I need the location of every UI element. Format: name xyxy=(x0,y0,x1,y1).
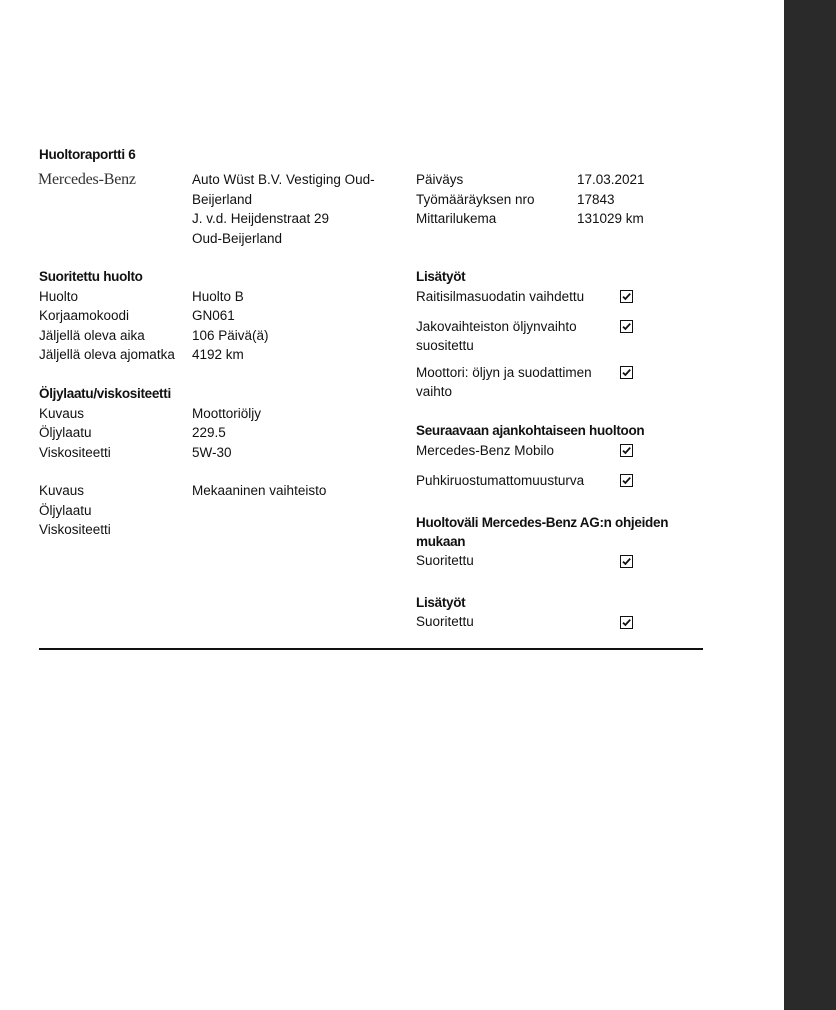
oil-heading: Öljylaatu/viskositeetti xyxy=(39,386,171,401)
interval-heading: Huoltoväli Mercedes-Benz AG:n ohjeiden xyxy=(416,514,669,530)
oil-value: 229.5 xyxy=(192,425,226,440)
work-order-value: 17843 xyxy=(577,191,615,207)
next-service-heading: Seuraavaan ajankohtaiseen huoltoon xyxy=(416,423,645,438)
work-order-label: Työmääräyksen nro xyxy=(416,191,535,207)
checkbox-checked[interactable] xyxy=(620,320,633,333)
service-label: Jäljellä oleva aika xyxy=(39,327,145,343)
service-heading: Suoritettu huolto xyxy=(39,269,143,284)
checkbox-checked[interactable] xyxy=(620,555,633,568)
interval-heading: mukaan xyxy=(416,534,466,549)
date-label: Päiväys xyxy=(416,172,464,187)
check-icon xyxy=(621,556,632,567)
additional-item-label: Raitisilmasuodatin vaihdettu xyxy=(416,288,585,304)
oil-value: 5W-30 xyxy=(192,444,232,460)
additional2-heading: Lisätyöt xyxy=(416,595,466,610)
next-service-item-label: Puhkiruostumattomuusturva xyxy=(416,472,585,488)
check-icon xyxy=(621,475,632,486)
checkbox-checked[interactable] xyxy=(620,474,633,487)
check-icon xyxy=(621,617,632,628)
oil-value: Moottoriöljy xyxy=(192,405,262,421)
additional-item-label: Moottori: öljyn ja suodattimen xyxy=(416,364,592,380)
odometer-label: Mittarilukema xyxy=(416,211,497,226)
service-label: Jäljellä oleva ajomatka xyxy=(39,347,175,362)
additional-item-label: suositettu xyxy=(416,338,474,353)
check-icon xyxy=(621,445,632,456)
dealer-line: Auto Wüst B.V. Vestiging Oud- xyxy=(192,172,375,187)
service-label: Korjaamokoodi xyxy=(39,308,130,323)
service-value: 4192 km xyxy=(192,347,244,362)
dealer-line: Beijerland xyxy=(192,191,253,207)
check-icon xyxy=(621,321,632,332)
interval-item-label: Suoritettu xyxy=(416,553,474,568)
oil-label: Öljylaatu xyxy=(39,425,92,440)
oil-label: Viskositeetti xyxy=(39,522,111,537)
checkbox-checked[interactable] xyxy=(620,366,633,379)
viewer-side-panel xyxy=(784,0,836,1010)
dealer-line: J. v.d. Heijdenstraat 29 xyxy=(192,211,330,226)
brand-logo-wordmark: Mercedes-Benz xyxy=(38,171,136,188)
oil-label: Viskositeetti xyxy=(39,444,111,460)
check-icon xyxy=(621,367,632,378)
report-title: Huoltoraportti 6 xyxy=(39,147,136,162)
additional-item-label: Jakovaihteiston öljynvaihto xyxy=(416,318,577,334)
next-service-item-label: Mercedes-Benz Mobilo xyxy=(416,442,555,458)
check-icon xyxy=(621,291,632,302)
additional-heading: Lisätyöt xyxy=(416,269,466,284)
service-label: Huolto xyxy=(39,288,79,304)
additional-item-label: vaihto xyxy=(416,384,453,399)
oil-label: Kuvaus xyxy=(39,483,85,498)
oil-value: Mekaaninen vaihteisto xyxy=(192,483,327,498)
section-divider xyxy=(39,648,703,650)
service-value: GN061 xyxy=(192,308,235,323)
dealer-line: Oud-Beijerland xyxy=(192,230,283,246)
checkbox-checked[interactable] xyxy=(620,616,633,629)
date-value: 17.03.2021 xyxy=(577,172,645,187)
oil-label: Kuvaus xyxy=(39,405,85,421)
additional2-item-label: Suoritettu xyxy=(416,614,474,629)
service-value: Huolto B xyxy=(192,288,244,304)
checkbox-checked[interactable] xyxy=(620,290,633,303)
checkbox-checked[interactable] xyxy=(620,444,633,457)
odometer-value: 131029 km xyxy=(577,211,644,226)
oil-label: Öljylaatu xyxy=(39,502,92,518)
service-value: 106 Päivä(ä) xyxy=(192,327,269,343)
